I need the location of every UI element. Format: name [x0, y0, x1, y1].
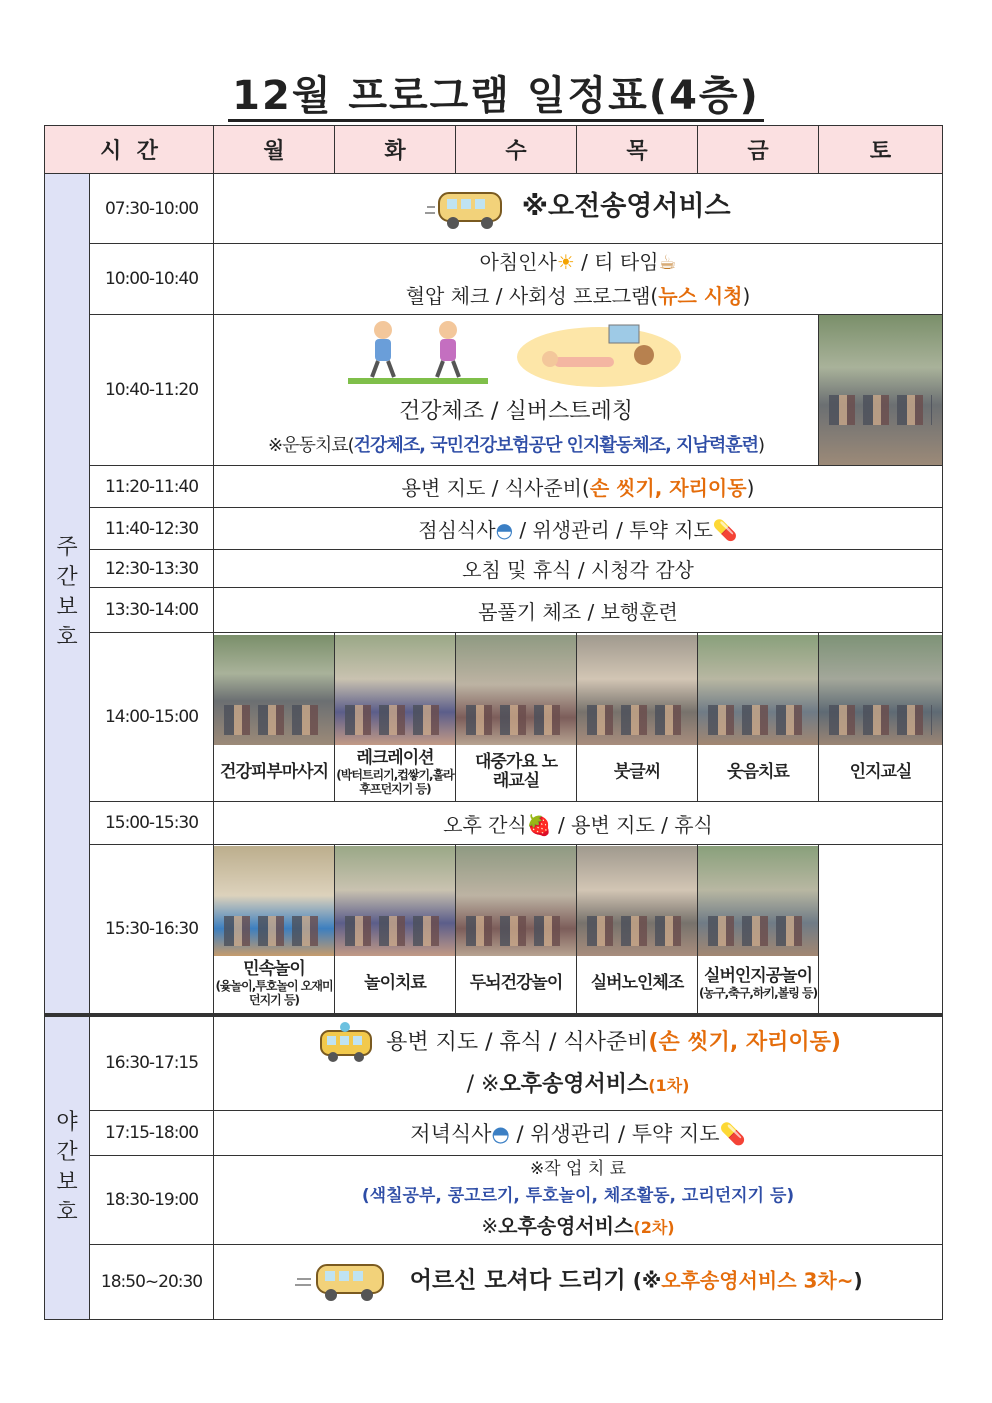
time-cell: 18:50~20:30	[90, 1245, 214, 1320]
time-cell: 11:40-12:30	[90, 508, 214, 550]
activity-cell: 건강체조 / 실버스트레칭 ※운동치료(건강체조, 국민건강보험공단 인지활동체조, 지남력훈련)	[214, 315, 819, 466]
header-day-mon: 월	[214, 126, 335, 174]
rice-bowl-icon: ◓	[495, 518, 514, 542]
elderly-walking-icon	[348, 318, 488, 388]
program-cell: 건강피부마사지	[214, 633, 335, 802]
row-1000	[45, 244, 943, 315]
row-1630	[45, 1015, 943, 1111]
row-0730	[45, 174, 943, 244]
time-cell: 18:30-19:00	[90, 1156, 214, 1245]
time-cell: 12:30-13:30	[90, 550, 214, 588]
program-cell: 민속놀이 (윷놀이,투호놀이 오재미던지기 등)	[214, 845, 335, 1015]
pill-icon: 💊	[712, 518, 738, 542]
program-cell: 실버인지공놀이 (농구,축구,하키,볼링 등)	[698, 845, 819, 1015]
program-cell: 실버노인체조	[577, 845, 698, 1015]
row-1230	[45, 550, 943, 588]
row-1500	[45, 802, 943, 845]
program-cell: 대중가요 노래교실	[456, 633, 577, 802]
activity-cell: 용변 지도 / 휴식 / 식사준비(손 씻기, 자리이동) / ※오후송영서비스(1차)	[214, 1015, 943, 1111]
activity-cell: 점심식사◓ / 위생관리 / 투약 지도💊	[214, 508, 943, 550]
activity-cell	[214, 174, 943, 244]
activity-cell: ※작 업 치 료 (색칠공부, 콩고르기, 투호놀이, 체조활동, 고리던지기 등) ※오후송영서비스(2차)	[214, 1156, 943, 1245]
row-1715	[45, 1111, 943, 1156]
activity-cell: 저녁식사◓ / 위생관리 / 투약 지도💊	[214, 1111, 943, 1156]
row-1140	[45, 508, 943, 550]
time-cell: 11:20-11:40	[90, 466, 214, 508]
activity-cell: 오후 간식🍓 / 용변 지도 / 휴식	[214, 802, 943, 845]
bus-icon	[293, 1259, 403, 1305]
activity-cell: 용변 지도 / 식사준비(손 씻기, 자리이동)	[214, 466, 943, 508]
sun-icon: ☀	[556, 250, 575, 274]
program-cell: 붓글씨	[577, 633, 698, 802]
stretching-icon	[514, 317, 684, 389]
row-1850	[45, 1245, 943, 1320]
time-cell: 16:30-17:15	[90, 1015, 214, 1111]
section-day-care: 주 간 보 호	[45, 174, 90, 1015]
time-cell: 07:30-10:00	[90, 174, 214, 244]
pill-icon: 💊	[719, 1122, 746, 1146]
row-1830	[45, 1156, 943, 1245]
time-cell: 14:00-15:00	[90, 633, 214, 802]
rice-bowl-icon: ◓	[491, 1122, 510, 1146]
row-1330	[45, 588, 943, 633]
time-cell: 10:40-11:20	[90, 315, 214, 466]
header-day-wed: 수	[456, 126, 577, 174]
time-cell: 17:15-18:00	[90, 1111, 214, 1156]
time-cell: 13:30-14:00	[90, 588, 214, 633]
time-cell: 15:00-15:30	[90, 802, 214, 845]
section-night-care: 야 간 보 호	[45, 1015, 90, 1320]
time-cell: 10:00-10:40	[90, 244, 214, 315]
activity-cell: 오침 및 휴식 / 시청각 감상	[214, 550, 943, 588]
program-cell: 두뇌건강놀이	[456, 845, 577, 1015]
page-title: 12월 프로그램 일정표(4층)	[0, 64, 992, 121]
row-1530	[45, 845, 943, 1015]
bus-icon	[315, 1021, 379, 1065]
header-row	[45, 126, 943, 174]
row-1400	[45, 633, 943, 802]
program-cell: 웃음치료	[698, 633, 819, 802]
exercise-photo	[819, 315, 943, 466]
header-day-thu: 목	[577, 126, 698, 174]
time-cell: 15:30-16:30	[90, 845, 214, 1015]
morning-pickup-text: ※오전송영서비스	[521, 191, 731, 223]
program-cell: 놀이치료	[335, 845, 456, 1015]
header-day-sat: 토	[819, 126, 943, 174]
strawberry-icon: 🍓	[526, 812, 552, 837]
bus-icon	[425, 187, 515, 233]
schedule-table	[44, 125, 943, 1320]
header-day-tue: 화	[335, 126, 456, 174]
program-cell: 인지교실	[819, 633, 943, 802]
coffee-icon: ☕	[658, 250, 677, 274]
empty-cell	[819, 845, 943, 1015]
row-1120	[45, 466, 943, 508]
program-cell: 레크레이션 (박터트리기,컵쌓기,훌라후프던지기 등)	[335, 633, 456, 802]
activity-cell: 어르신 모셔다 드리기 (※오후송영서비스 3차~)	[214, 1245, 943, 1320]
activity-cell: 몸풀기 체조 / 보행훈련	[214, 588, 943, 633]
row-1040	[45, 315, 943, 466]
exercise-illustrations	[214, 317, 818, 395]
activity-cell: 아침인사☀ / 티 타임☕ 혈압 체크 / 사회성 프로그램(뉴스 시청)	[214, 244, 943, 315]
header-day-fri: 금	[698, 126, 819, 174]
header-time: 시 간	[45, 126, 214, 174]
